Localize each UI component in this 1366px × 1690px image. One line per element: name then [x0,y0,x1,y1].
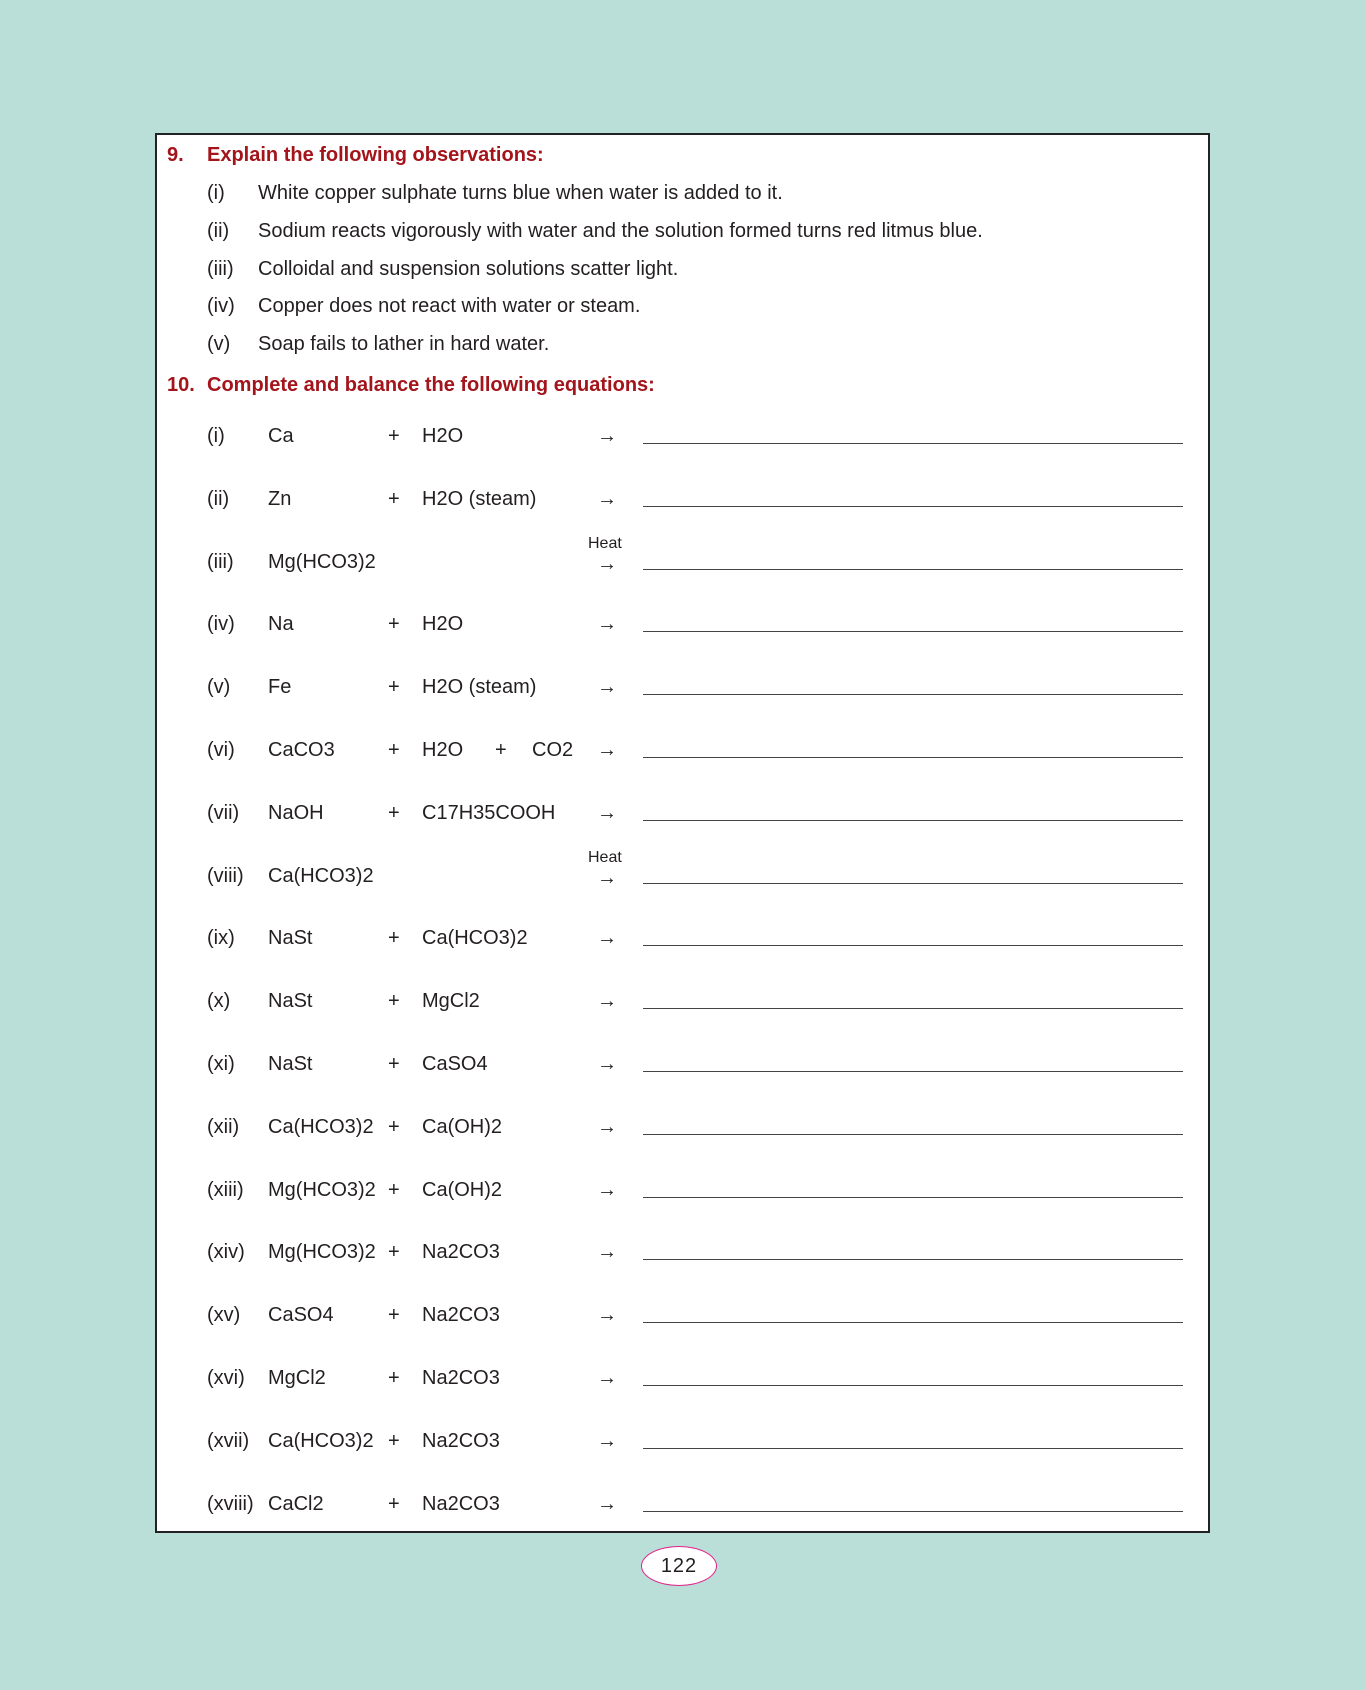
plus-sign: + [388,1178,400,1201]
answer-blank-line[interactable] [643,1008,1183,1009]
plus-sign: + [388,676,400,699]
arrow-icon: → [597,1304,617,1327]
reactant-2: H2O [422,613,464,636]
reactant-1: Ca(HCO3)2 [268,864,374,887]
answer-blank-line[interactable] [643,1134,1183,1135]
plus-sign: + [388,739,400,761]
arrow-icon: → [597,1115,617,1138]
answer-blank-line[interactable] [643,569,1183,570]
answer-blank-line[interactable] [643,443,1183,444]
equation-label: (viii) [207,864,244,887]
reactant-1: NaSt [268,990,313,1013]
answer-blank-line[interactable] [643,1259,1183,1260]
reactant-2: Na2CO3 [422,1429,500,1452]
reactant-2: H2O [422,739,464,761]
arrow-icon: → [597,801,617,824]
heat-label: Heat [588,534,622,552]
answer-blank-line[interactable] [643,631,1183,632]
item-label: (ii) [207,220,230,242]
reactant-1: NaSt [268,1053,313,1075]
plus-sign: + [388,1367,400,1389]
answer-blank-line[interactable] [643,820,1183,821]
item-label: (iii) [207,258,234,280]
plus-sign: + [388,1241,400,1264]
answer-blank-line[interactable] [643,883,1183,884]
reactant-2: Na2CO3 [422,1367,500,1389]
answer-blank-line[interactable] [643,506,1183,507]
answer-blank-line[interactable] [643,694,1183,695]
reactant-2: Na2CO3 [422,1241,500,1264]
item-label: (v) [207,333,231,355]
arrow-icon: → [597,487,617,510]
reactant-1: Ca(HCO3)2 [268,1429,374,1452]
arrow-icon: → [597,1367,617,1389]
plus-sign: + [388,990,400,1013]
arrow-icon: → [597,613,617,636]
equation-label: (xii) [207,1115,240,1138]
equation-label: (xvi) [207,1367,245,1389]
reactant-1: Zn [268,487,292,510]
plus-sign: + [388,613,400,636]
reactant-1: Ca(HCO3)2 [268,1115,374,1138]
equation-label: (vi) [207,739,235,761]
equation-label: (xvii) [207,1429,250,1452]
reactant-2: MgCl2 [422,990,480,1013]
reactant-2: Na2CO3 [422,1304,500,1327]
plus-sign: + [388,801,400,824]
equation-label: (v) [207,676,231,699]
answer-blank-line[interactable] [643,1511,1183,1512]
answer-blank-line[interactable] [643,1071,1183,1072]
reactant-2: C17H35COOH [422,801,556,824]
plus-sign: + [388,425,400,447]
item-label: (iv) [207,295,235,317]
reactant-2: Ca(HCO3)2 [422,927,528,950]
arrow-icon: → [597,1429,617,1452]
plus-sign: + [388,1115,400,1138]
equation-label: (ii) [207,487,230,510]
arrow-icon: → [597,739,617,761]
equation-label: (xv) [207,1304,241,1327]
arrow-icon: → [597,1241,617,1264]
reactant-1: Mg(HCO3)2 [268,1178,376,1201]
answer-blank-line[interactable] [643,945,1183,946]
equation-label: (xiii) [207,1178,244,1201]
heat-arrow-icon: → [597,552,617,575]
answer-blank-line[interactable] [643,1385,1183,1386]
reactant-2: Na2CO3 [422,1492,500,1515]
equation-label: (iv) [207,613,235,636]
equation-label: (vii) [207,801,240,824]
heat-label: Heat [588,848,622,866]
observation-text: Copper does not react with water or steam. [258,295,641,317]
equation-label: (i) [207,425,225,447]
plus-sign: + [495,739,507,761]
equation-label: (xiv) [207,1241,245,1264]
reactant-1: Na [268,613,294,636]
plus-sign: + [388,1304,400,1327]
reactant-1: Mg(HCO3)2 [268,1241,376,1264]
answer-blank-line[interactable] [643,1197,1183,1198]
reactant-2: H2O (steam) [422,676,537,699]
reactant-2: H2O (steam) [422,487,537,510]
reactant-1: MgCl2 [268,1367,326,1389]
arrow-icon: → [597,1178,617,1201]
q10-number: 10. [167,374,195,396]
reactant-1: NaOH [268,801,324,824]
plus-sign: + [388,1053,400,1075]
heat-arrow-icon: → [597,866,617,889]
arrow-icon: → [597,1053,617,1075]
q9-title: Explain the following observations: [207,144,544,166]
arrow-icon: → [597,425,617,447]
arrow-icon: → [597,990,617,1013]
reactant-1: Ca [268,425,294,447]
answer-blank-line[interactable] [643,757,1183,758]
equation-label: (iii) [207,550,234,573]
arrow-icon: → [597,927,617,950]
plus-sign: + [388,1429,400,1452]
plus-sign: + [388,487,400,510]
reactant-1: Mg(HCO3)2 [268,550,376,573]
reactant-2: Ca(OH)2 [422,1178,503,1201]
reactant-1: CaCl2 [268,1492,324,1515]
equation-label: (xi) [207,1053,235,1075]
observation-text: Soap fails to lather in hard water. [258,333,550,355]
page-number: 122 [641,1546,717,1586]
answer-blank-line[interactable] [643,1322,1183,1323]
reactant-2: Ca(OH)2 [422,1115,503,1138]
equation-label: (ix) [207,927,235,950]
reactant-2: H2O [422,425,464,447]
reactant-1: CaCO3 [268,739,335,761]
answer-blank-line[interactable] [643,1448,1183,1449]
arrow-icon: → [597,676,617,699]
observation-text: White copper sulphate turns blue when water is added to it. [258,182,783,204]
equation-label: (x) [207,990,231,1013]
reactant-2: CaSO4 [422,1053,488,1075]
q9-number: 9. [167,144,184,166]
plus-sign: + [388,927,400,950]
q10-title: Complete and balance the following equations: [207,374,655,396]
equation-label: (xviii) [207,1492,254,1515]
reactant-1: NaSt [268,927,313,950]
reactant-1: Fe [268,676,292,699]
item-label: (i) [207,182,225,204]
arrow-icon: → [597,1492,617,1515]
observation-text: Sodium reacts vigorously with water and the solution formed turns red litmus blue. [258,220,983,242]
plus-sign: + [388,1492,400,1515]
observation-text: Colloidal and suspension solutions scatter light. [258,258,679,280]
reactant-3: CO2 [532,739,574,761]
reactant-1: CaSO4 [268,1304,334,1327]
